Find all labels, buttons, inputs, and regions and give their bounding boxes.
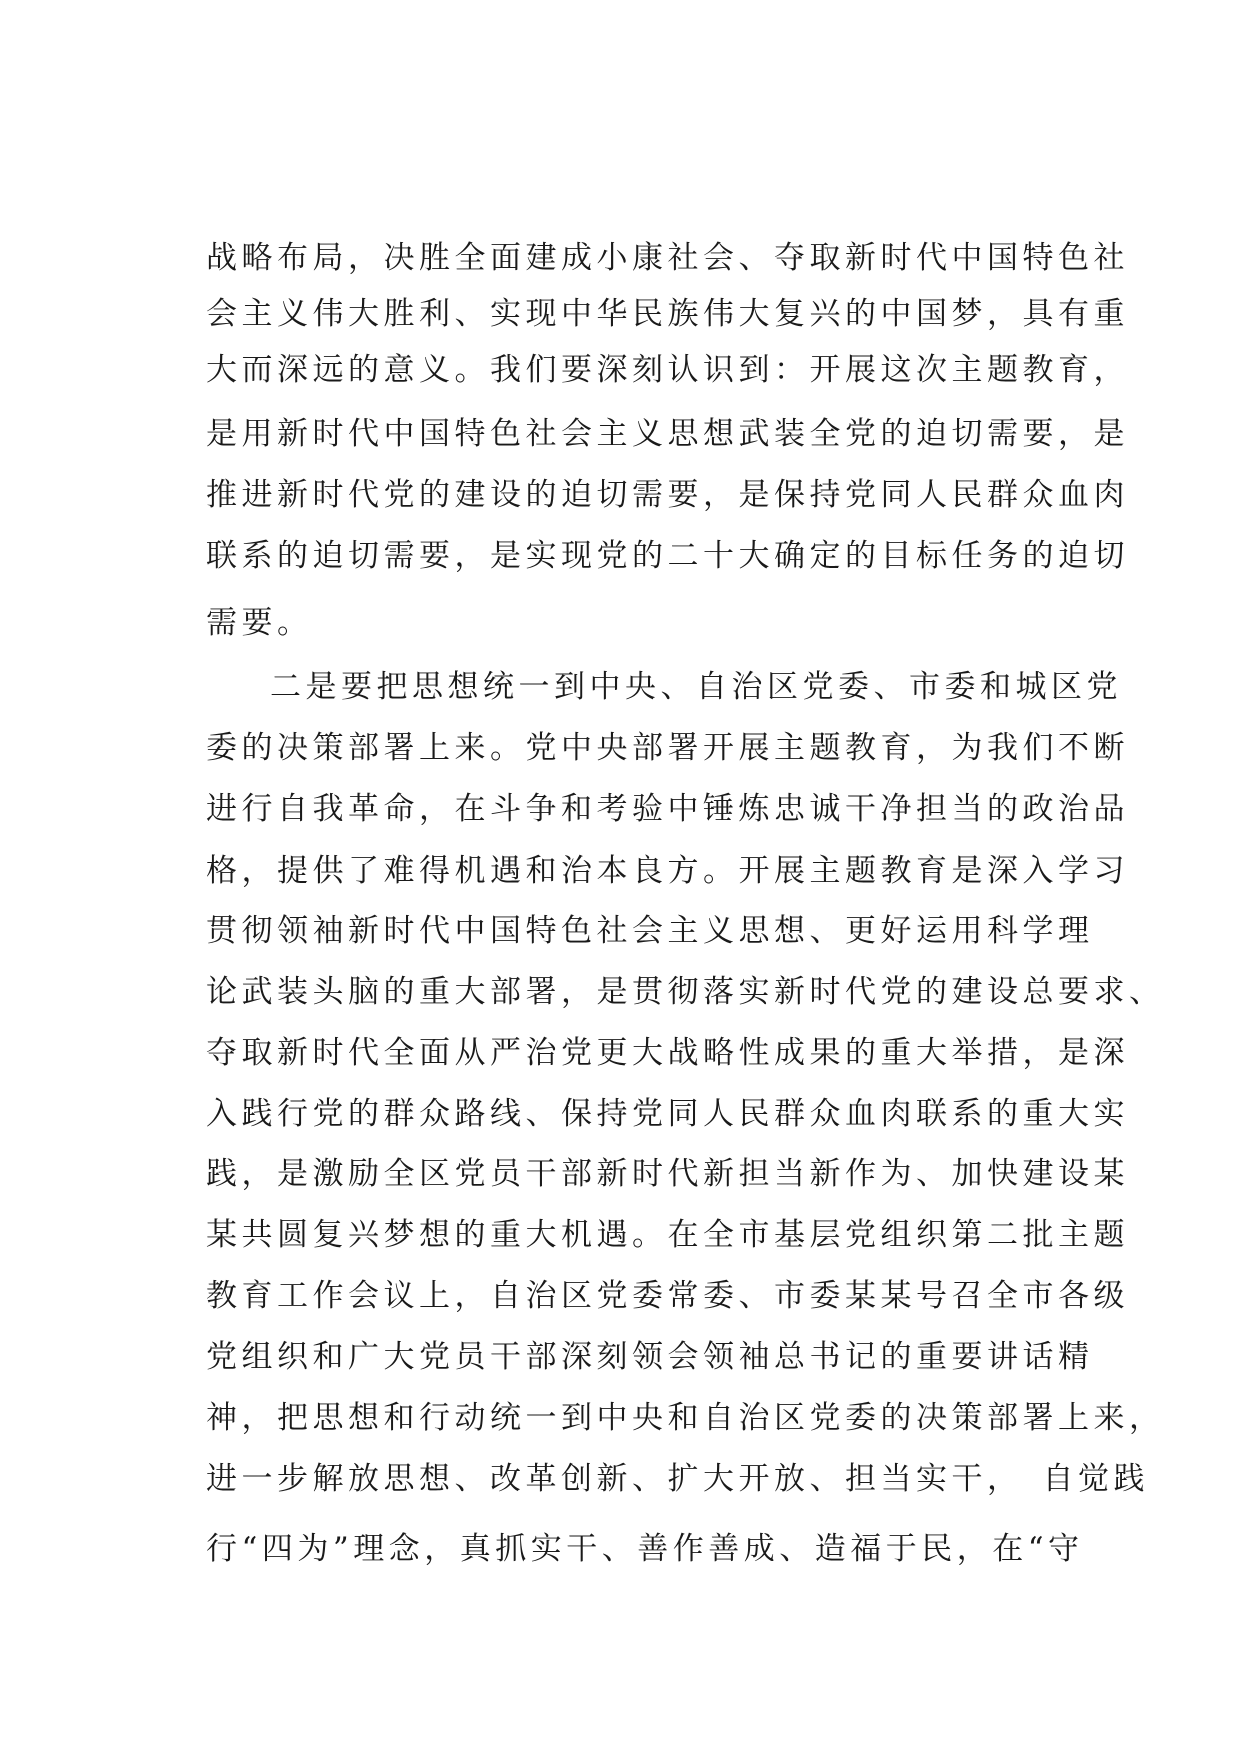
paragraph-1-line: 战略布局，决胜全面建成小康社会、夺取新时代中国特色社: [206, 240, 1129, 276]
paragraph-1-line: 会主义伟大胜利、实现中华民族伟大复兴的中国梦，具有重: [206, 296, 1129, 332]
paragraph-2-line: 进行自我革命，在斗争和考验中锤炼忠诚干净担当的政治品: [206, 791, 1129, 827]
paragraph-1-line: 联系的迫切需要，是实现党的二十大确定的目标任务的迫切: [206, 538, 1129, 574]
paragraph-2-line: 论武装头脑的重大部署，是贯彻落实新时代党的建设总要求、: [206, 974, 1165, 1010]
paragraph-2-line: 委的决策部署上来。党中央部署开展主题教育，为我们不断: [206, 730, 1129, 766]
paragraph-2-line: 神，把思想和行动统一到中央和自治区党委的决策部署上来，: [206, 1400, 1165, 1436]
paragraph-1-line: 需要。: [206, 605, 313, 641]
paragraph-2-line: 贯彻领袖新时代中国特色社会主义思想、更好运用科学理: [206, 913, 1094, 949]
paragraph-2-line: 格，提供了难得机遇和治本良方。开展主题教育是深入学习: [206, 853, 1129, 889]
paragraph-1-line: 大而深远的意义。我们要深刻认识到：开展这次主题教育，: [206, 352, 1129, 388]
paragraph-2-line: 行“四为”理念，真抓实干、善作善成、造福于民，在“守: [206, 1531, 1084, 1567]
paragraph-2-line: 入践行党的群众路线、保持党同人民群众血肉联系的重大实: [206, 1096, 1129, 1132]
paragraph-2-line: 党组织和广大党员干部深刻领会领袖总书记的重要讲话精: [206, 1339, 1094, 1375]
paragraph-1-line: 是用新时代中国特色社会主义思想武装全党的迫切需要，是: [206, 416, 1129, 452]
paragraph-2-line: 某共圆复兴梦想的重大机遇。在全市基层党组织第二批主题: [206, 1217, 1129, 1253]
paragraph-2-first-line: 二是要把思想统一到中央、自治区党委、市委和城区党: [270, 669, 1122, 705]
paragraph-2-line: 进一步解放思想、改革创新、扩大开放、担当实干， 自觉践: [206, 1461, 1149, 1497]
paragraph-2-line: 践，是激励全区党员干部新时代新担当新作为、加快建设某: [206, 1156, 1129, 1192]
paragraph-2-line: 教育工作会议上，自治区党委常委、市委某某号召全市各级: [206, 1278, 1129, 1314]
paragraph-1-line: 推进新时代党的建设的迫切需要，是保持党同人民群众血肉: [206, 477, 1129, 513]
paragraph-2-line: 夺取新时代全面从严治党更大战略性成果的重大举措，是深: [206, 1035, 1129, 1071]
